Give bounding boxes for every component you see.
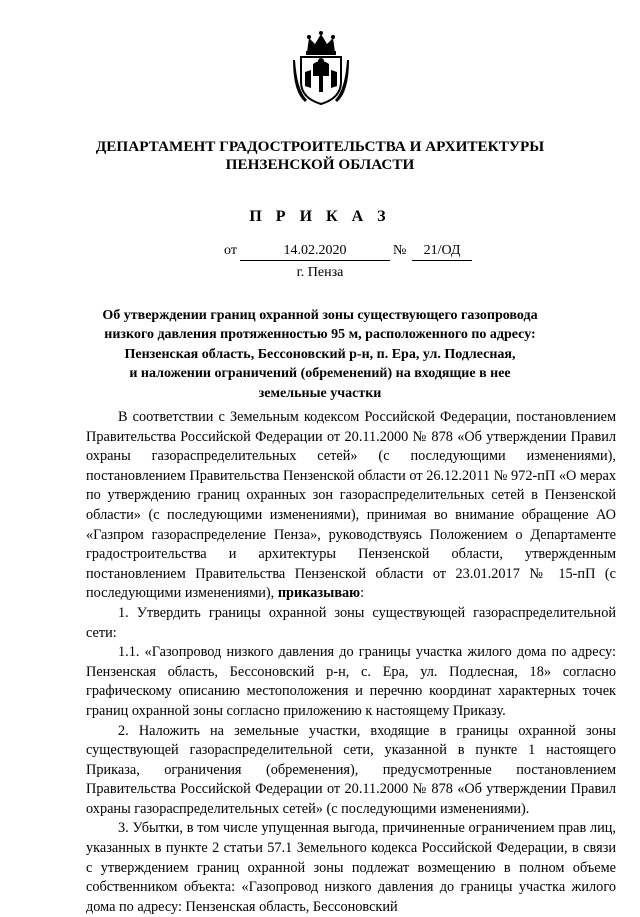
department-line-2: ПЕНЗЕНСКОЙ ОБЛАСТИ xyxy=(225,156,415,173)
order-title: П Р И К А З xyxy=(249,208,391,225)
number-label: № xyxy=(393,243,407,258)
city-name: г. Пенза xyxy=(296,265,344,280)
preamble-colon: : xyxy=(360,585,365,602)
paragraph-item-1-1: 1.1. «Газопровод низкого давления до границы участка жилого дома по адресу: Пензенская область, Бессоновский р-н, с. Ера, ул. Подлесная, 18» согласно графическому описанию местоположения и перечню координат характерных точек границ охранной зоны согласно приложению к настоящему Приказу. xyxy=(86,644,616,719)
subject-line-1: Об утверждении границ охранной зоны существующего газопровода xyxy=(102,308,538,323)
order-body xyxy=(86,408,616,917)
order-subject xyxy=(95,306,545,403)
subject-line-2: низкого давления протяженностью 95 м, расположенного по адресу: xyxy=(104,327,536,343)
order-verb: приказываю xyxy=(277,585,361,602)
subject-line-5: земельные участки xyxy=(258,385,382,401)
department-line-1: ДЕПАРТАМЕНТ ГРАДОСТРОИТЕЛЬСТВА И АРХИТЕКТУРЫ xyxy=(95,138,545,155)
subject-line-3: Пензенская область, Бессоновский р-н, п. Ера, ул. Подлесная, xyxy=(124,346,516,362)
paragraph-item-1: 1. Утвердить границы охранной зоны существующей газораспределительной сети: xyxy=(86,604,616,641)
paragraph-item-3: 3. Убытки, в том числе упущенная выгода, причиненные ограничением прав лиц, указанных в пункте 2 статьи 57.1 Земельного кодекса Российской Федерации, в связи с утверждением границ охранной зоны подлежат возмещению в полном объеме собственником объекта: «Газопровод низкого давления до границы участка жилого дома по адресу: Пензенская область, Бессоновский xyxy=(86,820,616,915)
coat-of-arms-emblem xyxy=(293,30,349,106)
paragraph-preamble xyxy=(86,408,616,604)
department-name xyxy=(60,138,580,174)
paragraph-item-2: 2. Наложить на земельные участки, входящие в границы охранной зоны существующей газораспределительной сети, указанной в пункте 1 настоящего Приказа, ограничения (обременения), предусмотренные постановлением Правительства Российской Федерации от 20.11.2000 № 878 «Об утверждении Правил охраны газораспределительных сетей» (с последующими изменениями). xyxy=(86,722,616,817)
date-label: от xyxy=(224,243,237,258)
preamble-text: В соответствии с Земельным кодексом Российской Федерации, постановлением Правительства Российской Федерации от 20.11.2000 № 878 «Об утверждении Правил охраны газораспределительных сетей» (с последующими изменениями), постановлением Правительства Пензенской области от 26.12.2011 № 972-пП «О мерах по утверждению границ охранных зон газораспределительных сетей в Пензенской области» (с последующими изменениями), принимая во внимание обращение АО «Газпром газораспределение Пенза», руководствуясь Положением о Департаменте градостроительства и архитектуры Пензенской области, утвержденным постановлением Правительства Пензенской области от 23.01.2017 № 15-пП (с последующими изменениями), xyxy=(86,409,616,602)
order-date: 14.02.2020 xyxy=(240,243,390,261)
order-number: 21/ОД xyxy=(412,243,472,261)
subject-line-4: и наложении ограничений (обременений) на входящие в нее xyxy=(129,366,511,382)
